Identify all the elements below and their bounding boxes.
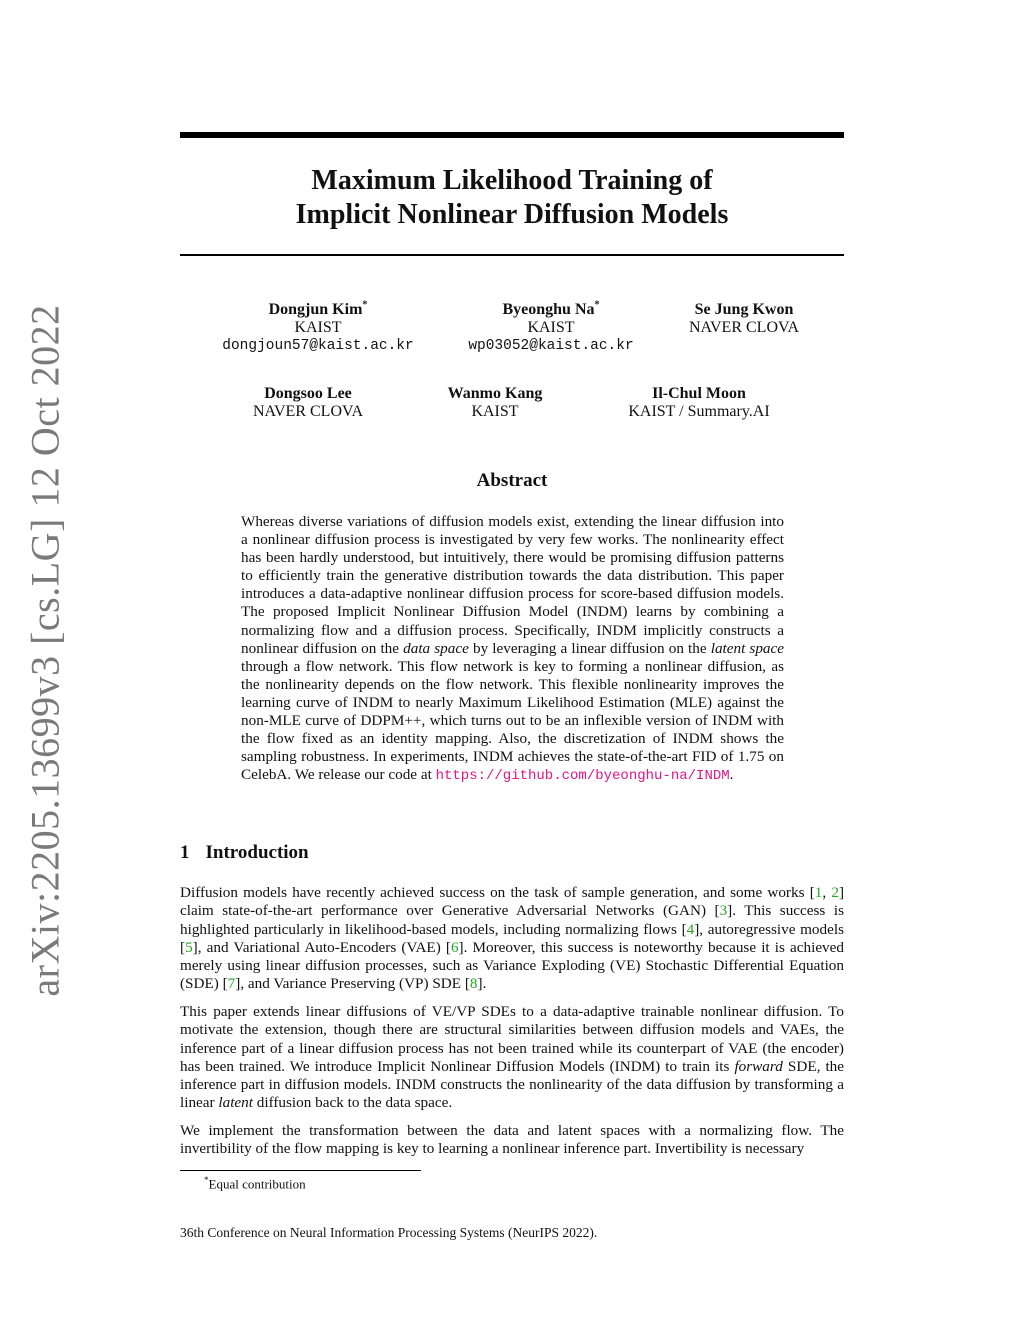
author-affiliation: KAIST bbox=[471, 403, 519, 420]
author-affiliation: NAVER CLOVA bbox=[688, 319, 800, 336]
intro-paragraph-1: Diffusion models have recently achieved success on the task of sample generation, and some works [1, 2] claim state-of-the-art performance over Generative Adversarial Networks (GAN) [3]. This success is highlighted particularly in likelihood-based models, including normalizing flows [4], autoregressive models [5], and Variational Auto-Encoders (VAE) [6]. Moreover, this success is noteworthy because it is achieved merely using linear diffusion processes, such as Variance Exploding (VE) Stochastic Differential Equation (SDE) [7], and Variance Preserving (VP) SDE [8]. bbox=[180, 884, 845, 993]
citation-link[interactable]: 8 bbox=[469, 975, 478, 993]
author-block bbox=[668, 301, 820, 337]
section-title: Introduction bbox=[205, 842, 309, 863]
section-number: 1 bbox=[180, 842, 190, 863]
author-affiliation: NAVER CLOVA bbox=[252, 403, 364, 420]
author-block bbox=[230, 385, 386, 421]
citation-link[interactable]: 6 bbox=[450, 938, 459, 956]
author-affiliation: KAIST / Summary.AI bbox=[628, 403, 770, 420]
arxiv-id: arXiv:2205.13699v3 [cs.LG] 12 Oct 2022 bbox=[22, 303, 68, 997]
intro-paragraph-3: We implement the transformation between the data and latent spaces with a normalizing flow. The invertibility of the flow mapping is key to learning a nonlinear inference part. Invertibility is necessary bbox=[180, 1122, 844, 1158]
citation-link[interactable]: 3 bbox=[719, 902, 728, 920]
abstract-text: Whereas diverse variations of diffusion models exist, extending the linear diffusion into a nonlinear diffusion process is investigated by very few works. The nonlinearity effect has been hardly understood, but intuitively, there would be promising diffusion patterns to efficiently train the generative distribution towards the data distribution. This paper introduces a data-adaptive nonlinear diffusion process for score-based diffusion models. The proposed Implicit Nonlinear Diffusion Model (INDM) learns by combining a normalizing flow and a diffusion process. Specifically, INDM implicitly constructs a nonlinear diffusion on the data space by leveraging a linear diffusion on the latent space through a flow network. This flow network is key to forming a nonlinear diffusion, as the nonlinearity depends on the flow network. This flexible nonlinearity improves the learning curve of INDM to nearly Maximum Likelihood Estimation (MLE) against the non-MLE curve of DDPM++, which turns out to be an inflexible version of INDM with the flow fixed as an identity mapping. Also, the discretization of INDM shows the sampling robustness. In experiments, INDM achieves the state-of-the-art FID of 1.75 on CelebA. We release our code at https://github.com/byeonghu-na/INDM. bbox=[241, 513, 785, 785]
title-top-rule bbox=[180, 132, 844, 138]
author-name: Wanmo Kang bbox=[447, 385, 543, 402]
author-affiliation: KAIST bbox=[527, 319, 575, 336]
citation-link[interactable]: 1 bbox=[814, 884, 823, 901]
citation-link[interactable]: 5 bbox=[185, 938, 193, 956]
author-email: dongjoun57@kaist.ac.kr bbox=[222, 338, 414, 354]
title-line-1: Maximum Likelihood Training of bbox=[311, 165, 713, 196]
title-line-2: Implicit Nonlinear Diffusion Models bbox=[295, 199, 729, 230]
author-email: wp03052@kaist.ac.kr bbox=[468, 338, 634, 354]
author-block bbox=[446, 301, 656, 355]
author-name: Byeonghu Na* bbox=[502, 299, 600, 318]
abstract-heading: Abstract bbox=[476, 470, 548, 491]
author-block bbox=[425, 385, 565, 421]
citation-link[interactable]: 7 bbox=[227, 975, 236, 993]
author-block bbox=[614, 385, 784, 421]
paper-title bbox=[180, 164, 844, 232]
author-name: Dongsoo Lee bbox=[264, 385, 352, 402]
footnote: *Equal contribution bbox=[204, 1175, 306, 1192]
author-affiliation: KAIST bbox=[294, 319, 342, 336]
citation-link[interactable]: 2 bbox=[831, 884, 839, 901]
author-block bbox=[208, 301, 428, 355]
author-name: Dongjun Kim* bbox=[268, 299, 368, 318]
title-bottom-rule bbox=[180, 254, 844, 256]
section-heading bbox=[180, 842, 309, 864]
arxiv-sidebar-stamp bbox=[20, 303, 70, 997]
author-name: Il-Chul Moon bbox=[652, 385, 746, 402]
author-name: Se Jung Kwon bbox=[694, 301, 794, 318]
citation-link[interactable]: 4 bbox=[686, 920, 695, 938]
venue-note: 36th Conference on Neural Information Processing Systems (NeurIPS 2022). bbox=[180, 1225, 598, 1240]
intro-paragraph-2: This paper extends linear diffusions of VE/VP SDEs to a data-adaptive trainable nonlinear diffusion. To motivate the extension, though there are structural similarities between diffusion models and VAEs, the inference part of a linear diffusion process has not been trained while its counterpart of VAE (the encoder) has been trained. We introduce Implicit Nonlinear Diffusion Models (INDM) to train its forward SDE, the inference part in diffusion models. INDM constructs the nonlinearity of the data diffusion by transforming a linear latent diffusion back to the data space. bbox=[180, 1003, 845, 1112]
footnote-rule bbox=[180, 1170, 421, 1171]
code-repo-link[interactable]: https://github.com/byeonghu-na/INDM bbox=[435, 768, 730, 785]
